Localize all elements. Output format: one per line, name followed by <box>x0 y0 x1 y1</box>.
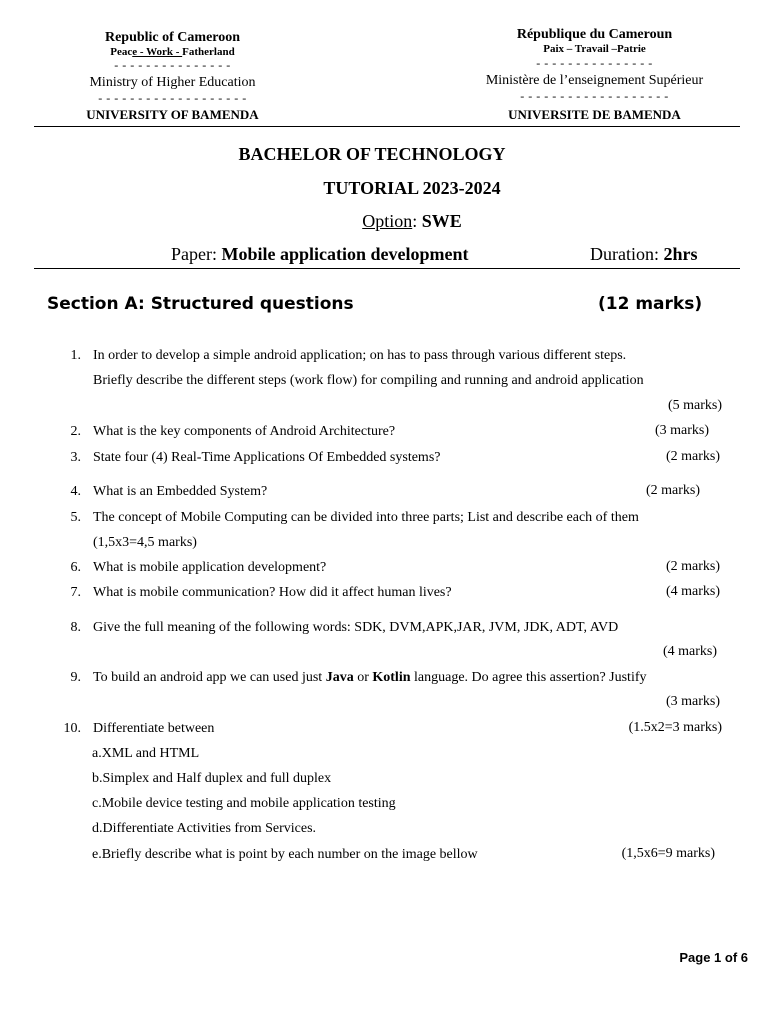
header-university-fr: UNIVERSITE DE BAMENDA <box>508 107 681 122</box>
question-5-marks: (1,5x3=4,5 marks) <box>93 535 197 550</box>
motto-part-1: Peac <box>110 46 133 58</box>
question-text-bold-kotlin: Kotlin <box>372 670 411 685</box>
question-text: State four (4) Real-Time Applications Of Embedded systems? <box>93 450 441 465</box>
question-text: What is mobile application development? <box>93 560 327 575</box>
question-number: 4. <box>70 484 81 499</box>
question-number: 1. <box>70 348 81 363</box>
option-line <box>0 211 768 232</box>
question-number: 6. <box>70 560 81 575</box>
degree-title: BACHELOR OF TECHNOLOGY <box>238 144 506 164</box>
question-text-part: language. Do agree this assertion? Justify <box>410 670 647 685</box>
question-text-part: To build an android app we can used just <box>93 670 326 685</box>
title-rule <box>34 268 740 269</box>
question-text-bold-java: Java <box>325 670 354 685</box>
question-text: The concept of Mobile Computing can be divided into three parts; List and describe each of them <box>93 510 639 525</box>
header-motto-en <box>60 46 285 58</box>
duration-line <box>590 244 698 265</box>
header-university-en: UNIVERSITY OF BAMENDA <box>86 107 259 122</box>
question-1-marks: (5 marks) <box>667 398 722 413</box>
question-number: 3. <box>70 450 81 465</box>
question-number: 7. <box>70 585 81 600</box>
duration-label: Duration: <box>590 244 664 264</box>
paper-value: Mobile application development <box>221 244 469 264</box>
header-ministry-en: Ministry of Higher Education <box>89 75 256 90</box>
question-10-sub-b: b.Simplex and Half duplex and full duplex <box>92 771 332 786</box>
header-country-fr: République du Cameroun <box>516 27 673 42</box>
question-number: 8. <box>70 620 81 635</box>
paper-label: Paper: <box>171 244 222 264</box>
question-3-marks: (2 marks) <box>665 449 720 464</box>
header-rule <box>34 126 740 127</box>
motto-part-2: e - Work - <box>132 46 183 58</box>
header-divider-fr-2: - - - - - - - - - - - - - - - - - - - <box>520 89 669 103</box>
header-divider-fr-1: - - - - - - - - - - - - - - - <box>536 56 653 70</box>
option-label: Option <box>362 211 413 231</box>
question-4-marks: (2 marks) <box>645 483 700 498</box>
question-7-marks: (4 marks) <box>665 584 720 599</box>
question-10-sub-d: d.Differentiate Activities from Services. <box>92 821 317 836</box>
question-10-sub-a: a.XML and HTML <box>92 746 200 761</box>
question-2-marks: (3 marks) <box>654 423 709 438</box>
section-title: Section A: Structured questions <box>47 294 354 314</box>
question-text <box>93 669 647 687</box>
question-text: What is mobile communication? How did it affect human lives? <box>93 585 452 600</box>
header-country-en: Republic of Cameroon <box>104 30 241 45</box>
question-text: What is the key components of Android Architecture? <box>93 424 396 439</box>
duration-value: 2hrs <box>663 244 698 264</box>
question-number: 5. <box>70 510 81 525</box>
motto-part-3: Fatherland <box>182 46 235 58</box>
question-10-sub-e: e.Briefly describe what is point by each number on the image bellow <box>92 847 478 862</box>
question-6-marks: (2 marks) <box>665 559 720 574</box>
question-text-line-1: In order to develop a simple android application; on has to pass through various different steps. <box>93 348 627 363</box>
question-number: 2. <box>70 424 81 439</box>
paper-line <box>171 244 468 265</box>
question-10-sub-e-marks: (1,5x6=9 marks) <box>621 846 715 861</box>
header-divider-en-2: - - - - - - - - - - - - - - - - - - - <box>98 91 247 105</box>
question-1-line-2: Briefly describe the different steps (work flow) for compiling and running and android application <box>93 373 644 388</box>
question-text: Differentiate between <box>93 721 215 736</box>
question-8-marks: (4 marks) <box>662 644 717 659</box>
question-text: What is an Embedded System? <box>93 484 268 499</box>
question-10-marks: (1.5x2=3 marks) <box>628 720 722 735</box>
header-motto-fr: Paix – Travail –Patrie <box>543 43 646 55</box>
header-divider-en-1: - - - - - - - - - - - - - - - <box>114 58 231 72</box>
question-9-marks: (3 marks) <box>665 694 720 709</box>
page-number: Page 1 of 6 <box>679 950 748 965</box>
question-text-part: or <box>353 670 373 685</box>
option-colon: : <box>412 211 422 231</box>
question-text: Give the full meaning of the following words: SDK, DVM,APK,JAR, JVM, JDK, ADT, AVD <box>93 620 619 635</box>
option-value: SWE <box>421 211 462 231</box>
header-ministry-fr: Ministère de l’enseignement Supérieur <box>485 73 704 88</box>
tutorial-title: TUTORIAL 2023-2024 <box>323 178 501 198</box>
question-number: 10. <box>63 721 81 736</box>
question-number: 9. <box>70 670 81 685</box>
section-marks: (12 marks) <box>598 294 703 314</box>
question-10-sub-c: c.Mobile device testing and mobile application testing <box>92 796 396 811</box>
